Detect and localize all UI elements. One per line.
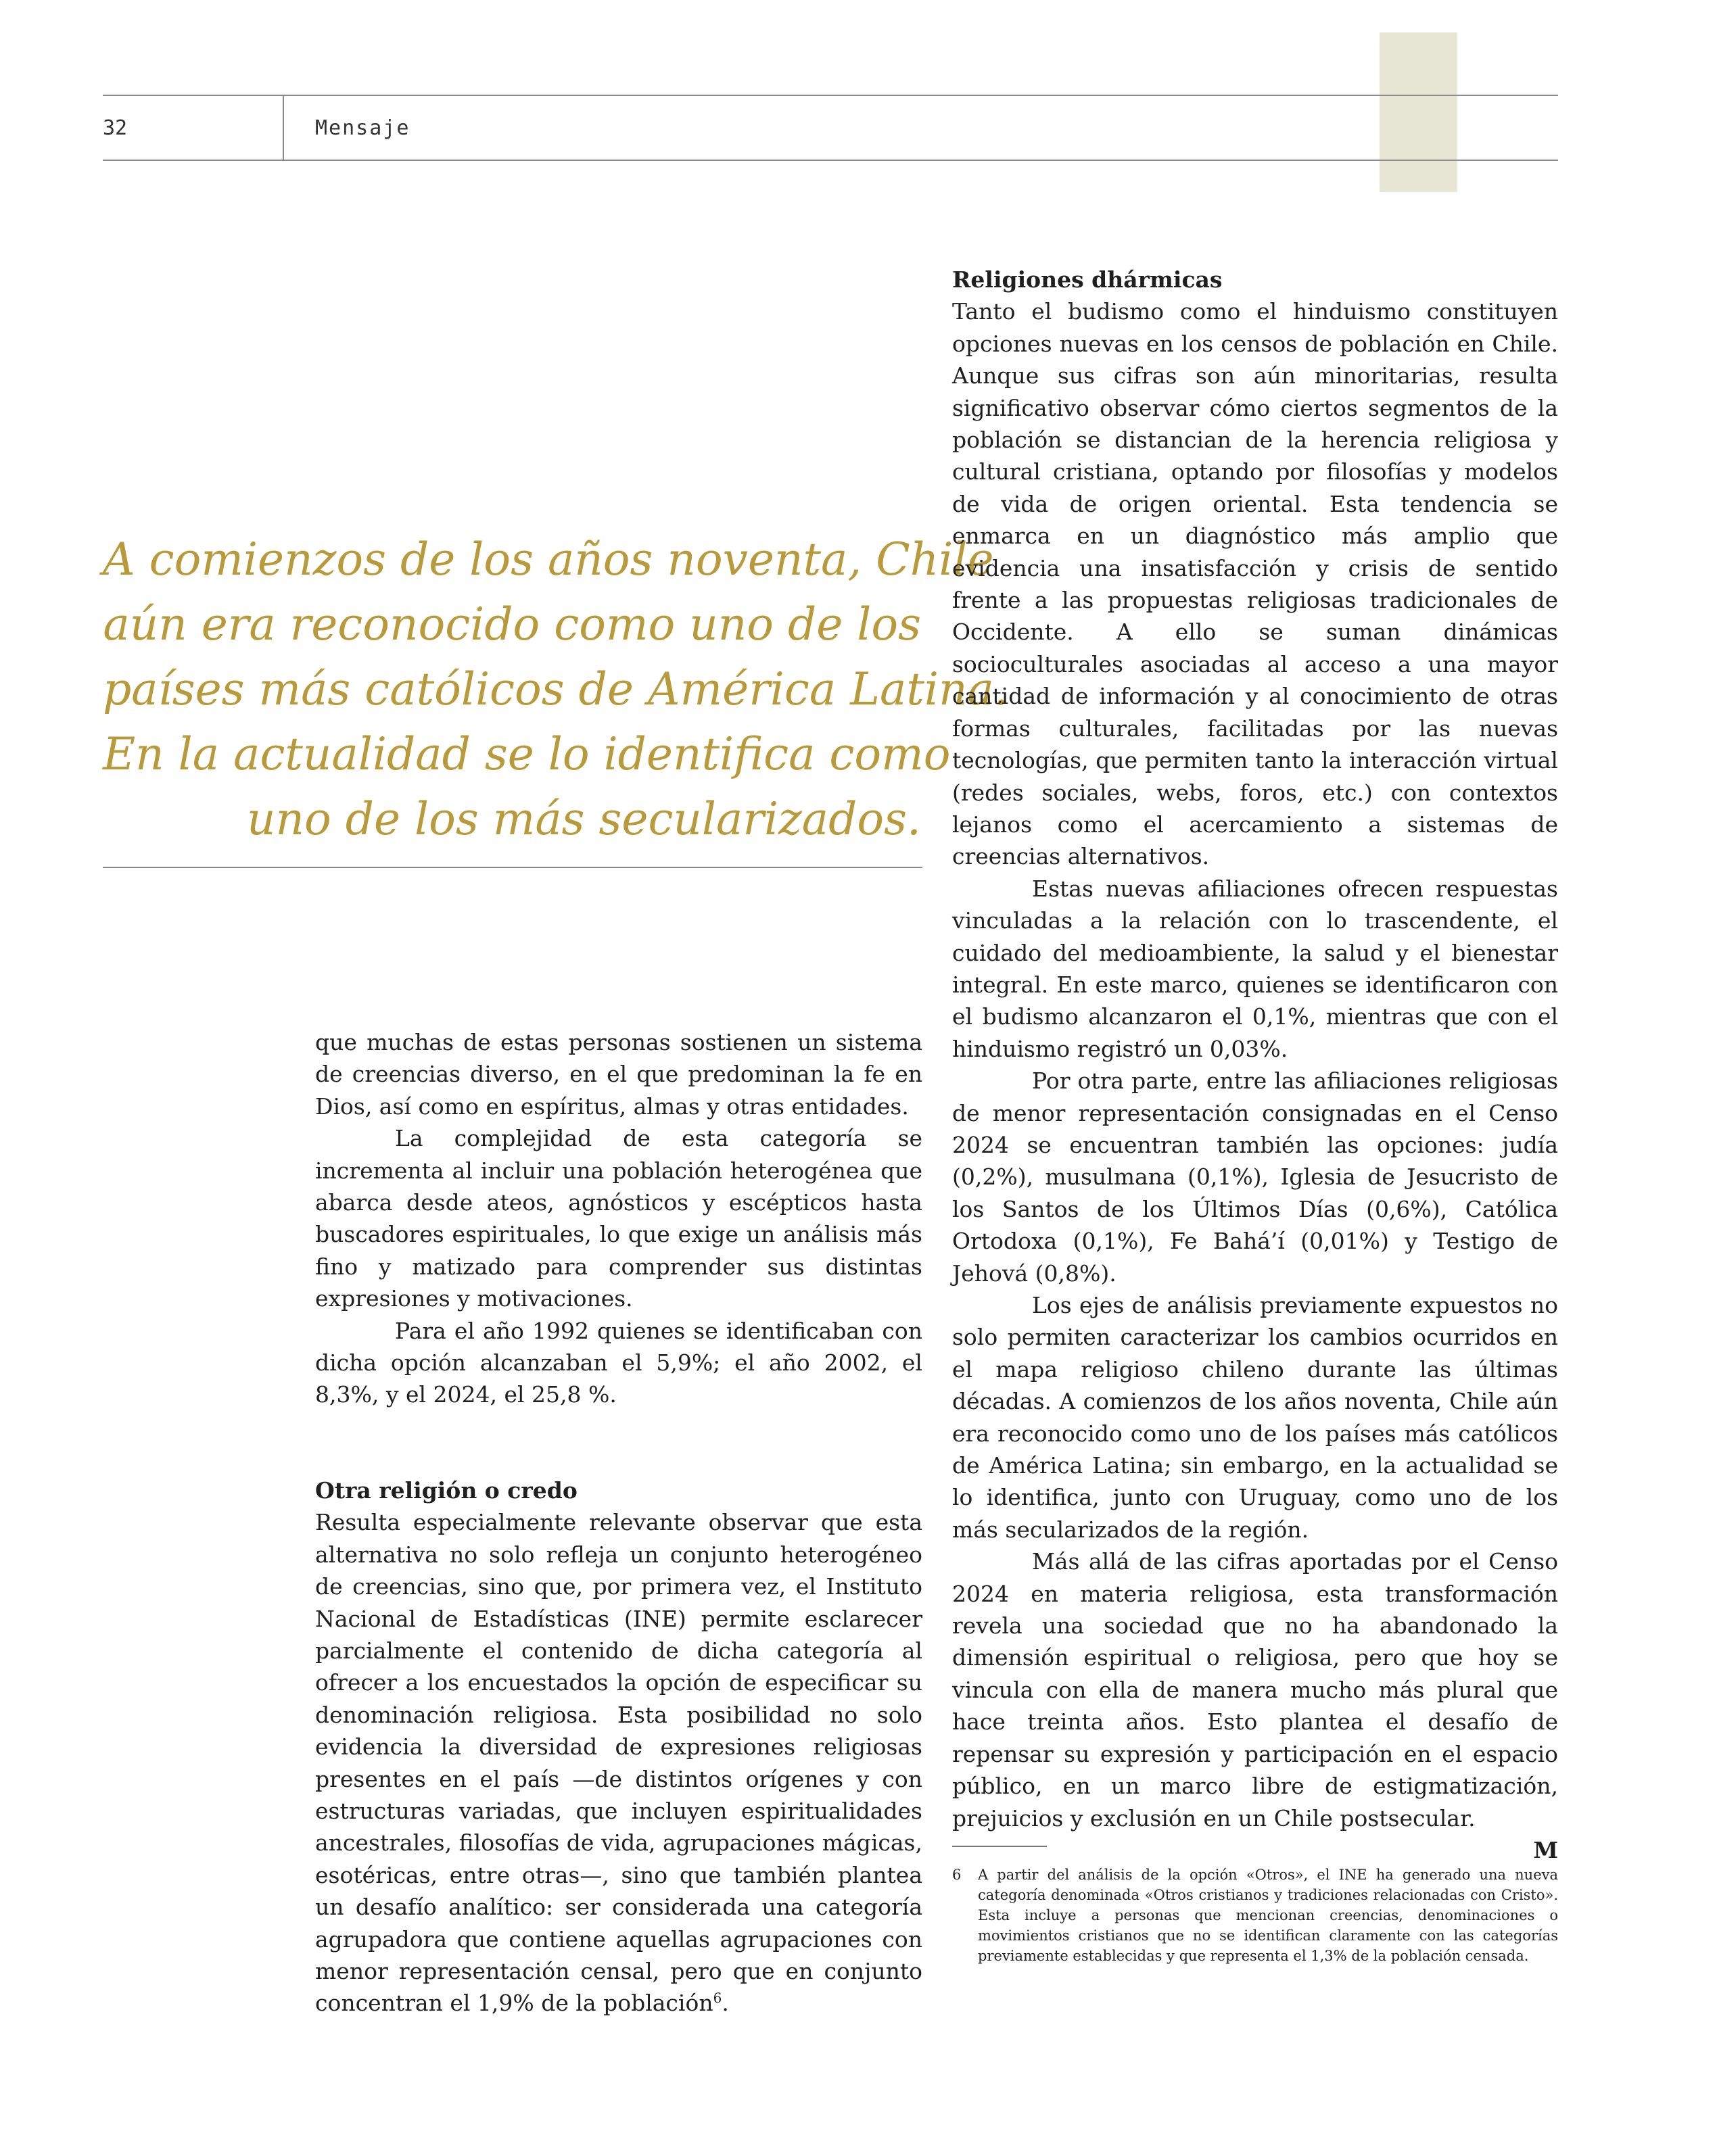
end-mark: M bbox=[1533, 1836, 1558, 1863]
pullquote-line: En la actualidad se lo identifica como bbox=[103, 728, 951, 780]
body-paragraph: Estas nuevas afiliaciones ofrecen respuestas vinculadas a la relación con lo trascendente, el cuidado del medioambiente, la salud y el bienestar integral. En este marco, quienes se identificaron con el budismo alcanzaron el 0,1%, mientras que con el hinduismo registró un 0,03%. bbox=[952, 875, 1558, 1062]
left-column bbox=[315, 1026, 922, 2019]
paragraph-text: Resulta especialmente relevante observar que esta alternativa no solo refleja un conjunto heterogéneo de creencias, sino que, por primera vez, el Instituto Nacional de Estadísticas (INE) permite esclarecer parcialmente el contenido de dicha categoría al ofrecer a los encuestados la opción de especificar su denominación religiosa. Esta posibilidad no solo evidencia la diversidad de expresiones religiosas presentes en el país —de distintos orígenes y con estructuras variadas, que incluyen espiritualidades ancestrales, filosofías de vida, agrupaciones mágicas, esotéricas, entre otras—, sino que también plantea un desafío analítico: ser considerada una categoría agrupadora que contiene aquellas agrupaciones con menor representación censal, pero que en conjunto concentran el 1,9% de la población bbox=[315, 1509, 922, 2017]
body-paragraph: que muchas de estas personas sostienen un sistema de creencias diverso, en el que predominan la fe en Dios, así como en espíritus, almas y otras entidades. bbox=[315, 1029, 922, 1120]
section-heading: Otra religión o credo bbox=[315, 1477, 578, 1504]
right-column bbox=[952, 264, 1558, 1866]
body-paragraph bbox=[952, 1546, 1558, 1863]
header-accent-tab bbox=[1380, 32, 1457, 192]
header-divider bbox=[283, 95, 284, 160]
body-paragraph: Por otra parte, entre las afiliaciones religiosas de menor representación consignadas en el Censo 2024 se encuentran también las opciones: judía (0,2%), musulmana (0,1%), Iglesia de Jesucristo de los Santos de los Últimos Días (0,6%), Católica Ortodoxa (0,1%), Fe Bahá’í (0,01%) y Testigo de Jehová (0,8%). bbox=[952, 1068, 1558, 1287]
pullquote-line: uno de los más secularizados. bbox=[247, 793, 921, 845]
header-bottom-rule bbox=[103, 160, 1558, 161]
section-otra-religion bbox=[315, 1475, 922, 2019]
header-top-rule bbox=[103, 95, 1558, 96]
footnote-text: A partir del análisis de la opción «Otros», el INE ha generado una nueva categoría denominada «Otros cristianos y tradiciones relacionadas con Cristo». Esta incluye a personas que mencionan creencias, denominaciones o movimientos cristianos que no se identifican claramente con las categorías previamente establecidas y que representa el 1,3% de la población censada. bbox=[978, 1867, 1558, 1964]
pullquote-line: A comienzos de los años noventa, Chile bbox=[103, 533, 994, 585]
paragraph-end: . bbox=[722, 1990, 729, 2017]
pullquote bbox=[103, 527, 1008, 852]
paragraph-text: Más allá de las cifras aportadas por el Censo 2024 en materia religiosa, esta transformación revela una sociedad que no ha abandonado la dimensión espiritual o religiosa, pero que hoy se vincula con ella de manera mucho más plural que hace treinta años. Esto plantea el desafío de repensar su expresión y participación en el espacio público, en un marco libre de estigmatización, prejuicios y exclusión en un Chile postsecular. bbox=[952, 1548, 1558, 1831]
footnote bbox=[952, 1865, 1558, 1966]
section-heading: Religiones dhármicas bbox=[952, 266, 1223, 293]
pullquote-line: países más católicos de América Latina. bbox=[103, 663, 1008, 715]
pullquote-rule bbox=[103, 867, 922, 868]
body-paragraph: Tanto el budismo como el hinduismo constituyen opciones nuevas en los censos de población en Chile. Aunque sus cifras son aún minoritarias, resulta significativo observar cómo ciertos segmentos de la población se distancian de la herencia religiosa y cultural cristiana, optando por filosofías y modelos de vida de origen oriental. Esta tendencia se enmarca en un diagnóstico más amplio que evidencia una insatisfacción y crisis de sentido frente a las propuestas religiosas tradicionales de Occidente. A ello se suman dinámicas socioculturales asociadas al acceso a una mayor cantidad de información y al conocimiento de otras formas culturales, facilitadas por las nuevas tecnologías, que permiten tanto la interacción virtual (redes sociales, webs, foros, etc.) con contextos lejanos como el acercamiento a sistemas de creencias alternativos. bbox=[952, 298, 1558, 870]
footnote-number: 6 bbox=[952, 1867, 962, 1883]
footnote-rule bbox=[952, 1846, 1047, 1847]
running-head: Mensaje bbox=[315, 116, 410, 140]
body-paragraph bbox=[315, 1506, 922, 2019]
pullquote-line: aún era reconocido como uno de los bbox=[103, 598, 921, 650]
page-number: 32 bbox=[103, 116, 128, 140]
body-paragraph: Los ejes de análisis previamente expuestos no solo permiten caracterizar los cambios ocurridos en el mapa religioso chileno durante las últimas décadas. A comienzos de los años noventa, Chile aún era reconocido como uno de los países más católicos de América Latina; sin embargo, en la actualidad se lo identifica, junto con Uruguay, como uno de los más secularizados de la región. bbox=[952, 1292, 1558, 1543]
footnote-reference: 6 bbox=[713, 1990, 722, 2007]
body-paragraph: Para el año 1992 quienes se identificaban con dicha opción alcanzaban el 5,9%; el año 2002, el 8,3%, y el 2024, el 25,8 %. bbox=[315, 1317, 922, 1408]
body-paragraph: La complejidad de esta categoría se incrementa al incluir una población heterogénea que abarca desde ateos, agnósticos y escépticos hasta buscadores espirituales, lo que exige un análisis más fino y matizado para comprender sus distintas expresiones y motivaciones. bbox=[315, 1125, 922, 1312]
